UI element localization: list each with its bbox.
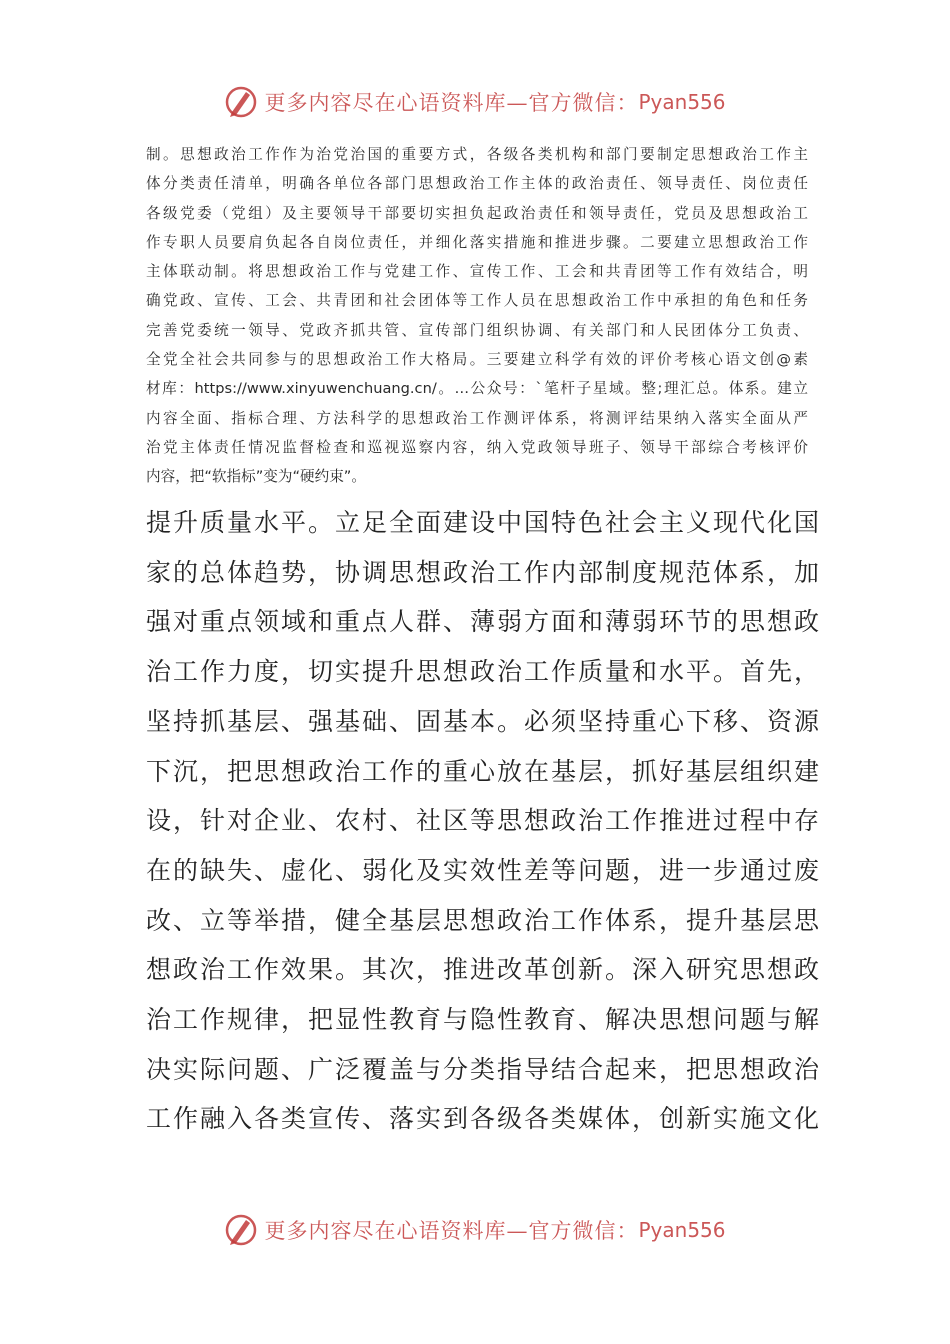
header-banner-text: 更多内容尽在心语资料库—官方微信：: [264, 91, 639, 115]
small-line: 主体联动制。将思想政治工作与党建工作、宣传工作、工会和共青团等工作有效结合，明: [146, 263, 808, 281]
large-line: 在的缺失、虚化、弱化及实效性差等问题，进一步通过废: [146, 855, 822, 885]
small-line: 治党主体责任情况监督检查和巡视巡察内容，纳入党政领导班子、领导干部综合考核评价: [146, 438, 808, 456]
large-line: 决实际问题、广泛覆盖与分类指导结合起来，把思想政治: [146, 1054, 822, 1084]
small-line: 体分类责任清单，明确各单位各部门思想政治工作主体的政治责任、领导责任、岗位责任: [146, 175, 808, 193]
small-line: 确党政、宣传、工会、共青团和社会团体等工作人员在思想政治工作中承担的角色和任务: [146, 292, 808, 310]
small-line: 内容全面、指标合理、方法科学的思想政治工作测评体系，将测评结果纳入落实全面从严: [146, 409, 808, 427]
large-line: 设，针对企业、农村、社区等思想政治工作推进过程中存: [146, 806, 822, 836]
large-line: 下沉，把思想政治工作的重心放在基层，抓好基层组织建: [146, 756, 822, 786]
small-line: 材库：https://www.xinyuwenchuang.cn/。…公众号：`笔杆子星域。整;理汇总。体系。建立: [146, 380, 808, 398]
large-line: 提升质量水平。立足全面建设中国特色社会主义现代化国: [146, 508, 822, 537]
pen-logo-icon: [224, 84, 260, 120]
footer-banner: [0, 1208, 950, 1252]
large-paragraph: [146, 498, 822, 1144]
large-line: 改、立等举措，健全基层思想政治工作体系，提升基层思: [146, 905, 822, 935]
small-line: 各级党委（党组）及主要领导干部要切实担负起政治责任和领导责任，党员及思想政治工: [146, 204, 808, 222]
small-line: 内容，把“软指标”变为“硬约束”。: [146, 468, 366, 486]
pen-logo-icon: [224, 1212, 260, 1248]
small-line: 完善党委统一领导、党政齐抓共管、宣传部门组织协调、有关部门和人民团体分工负责、: [146, 321, 808, 339]
large-line: 强对重点领域和重点人群、薄弱方面和薄弱环节的思想政: [146, 607, 822, 637]
small-line: 制。思想政治工作作为治党治国的重要方式，各级各类机构和部门要制定思想政治工作主: [146, 146, 808, 163]
footer-banner-wechat-id: Pyan556: [638, 1218, 726, 1242]
large-line: 治工作力度，切实提升思想政治工作质量和水平。首先，: [146, 657, 822, 687]
small-paragraph: [146, 140, 808, 492]
small-line: 全党全社会共同参与的思想政治工作大格局。三要建立科学有效的评价考核心语文创@素: [146, 351, 808, 369]
large-line: 坚持抓基层、强基础、固基本。必须坚持重心下移、资源: [146, 706, 822, 736]
header-banner: [0, 80, 950, 124]
footer-banner-text: 更多内容尽在心语资料库—官方微信：: [264, 1219, 639, 1243]
large-line: 家的总体趋势，协调思想政治工作内部制度规范体系，加: [146, 557, 822, 587]
header-banner-wechat-id: Pyan556: [638, 90, 726, 114]
large-line: 治工作规律，把显性教育与隐性教育、解决思想问题与解: [146, 1005, 822, 1035]
large-line: 工作融入各类宣传、落实到各级各类媒体，创新实施文化: [146, 1104, 822, 1134]
small-line: 作专职人员要肩负起各自岗位责任，并细化落实措施和推进步骤。二要建立思想政治工作: [146, 233, 808, 251]
large-line: 想政治工作效果。其次，推进改革创新。深入研究思想政: [146, 955, 822, 985]
